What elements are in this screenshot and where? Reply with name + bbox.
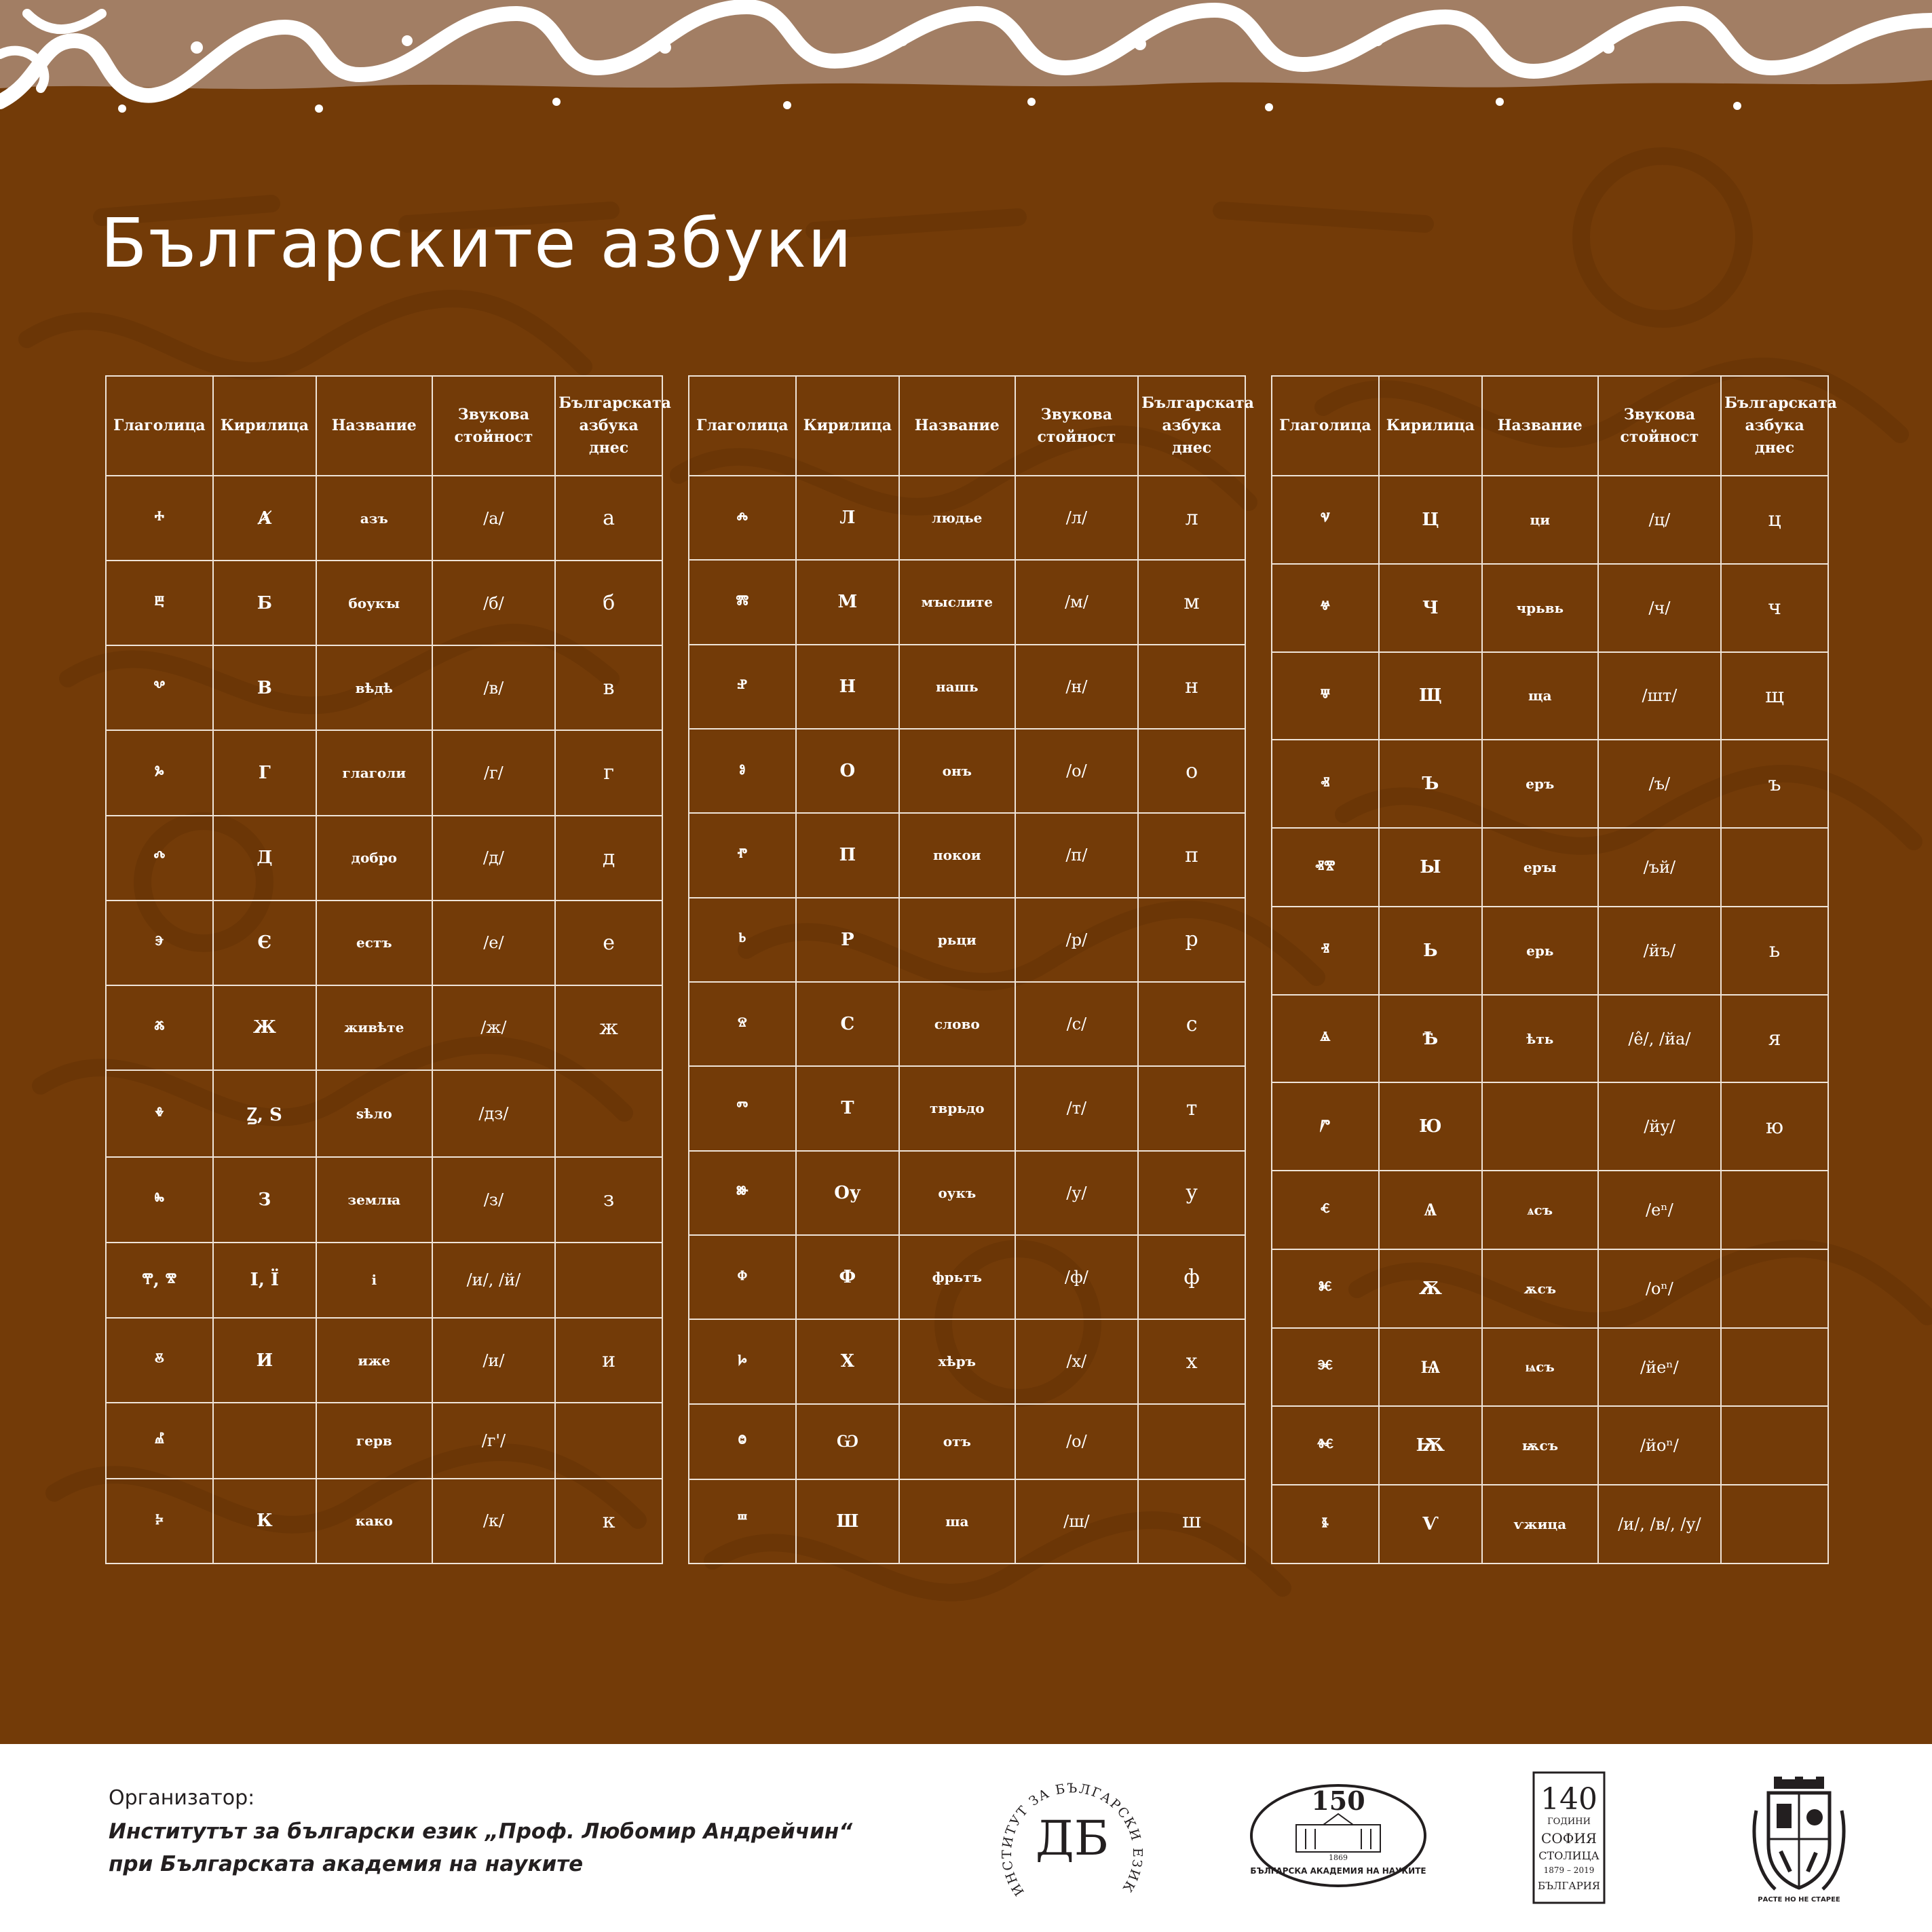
table-row bbox=[106, 645, 662, 730]
glagolitic-letter: ⱐ bbox=[1272, 907, 1379, 995]
table-row bbox=[689, 982, 1245, 1066]
table-row bbox=[689, 1319, 1245, 1403]
table-row bbox=[1272, 995, 1828, 1083]
sound-value: /м/ bbox=[1015, 560, 1139, 644]
column-header-glagolitic: Глаголица bbox=[1272, 376, 1379, 476]
table-row bbox=[106, 985, 662, 1070]
glagolitic-letter: ⱙ bbox=[1272, 1406, 1379, 1485]
sofia-number: 140 bbox=[1540, 1782, 1597, 1817]
table-row bbox=[106, 561, 662, 645]
column-header-sound: Звукова стойност bbox=[1015, 376, 1139, 476]
alphabet-table bbox=[1271, 375, 1837, 1564]
table-row bbox=[106, 901, 662, 985]
letter-name: добро bbox=[316, 816, 432, 901]
glagolitic-letter: ⱄ bbox=[689, 982, 796, 1066]
letter-name: ѣть bbox=[1482, 995, 1598, 1083]
column-header-modern: Българската азбука днес bbox=[555, 376, 662, 476]
sound-value: /б/ bbox=[432, 561, 556, 645]
glagolitic-letter: ⱇ bbox=[689, 1235, 796, 1319]
sound-value: /у/ bbox=[1015, 1151, 1139, 1235]
letter-name: ща bbox=[1482, 652, 1598, 740]
sound-value: /ъй/ bbox=[1598, 828, 1722, 907]
table-row bbox=[1272, 564, 1828, 652]
cyrillic-letter: П bbox=[796, 813, 899, 897]
column-header-name: Название bbox=[1482, 376, 1598, 476]
column-header-cyrillic: Кирилица bbox=[213, 376, 316, 476]
table-header-row bbox=[106, 376, 662, 476]
sound-value: /а/ bbox=[432, 476, 556, 561]
sound-value: /о/ bbox=[1015, 1404, 1139, 1479]
table-header-row bbox=[689, 376, 1245, 476]
glagolitic-letter: ⱃ bbox=[689, 898, 796, 982]
sound-value: /ê/, /йа/ bbox=[1598, 995, 1722, 1083]
glagolitic-letter: ⰸ bbox=[106, 1157, 213, 1242]
modern-letter: п bbox=[1138, 813, 1245, 897]
glagolitic-letter: ⱘ bbox=[1272, 1249, 1379, 1328]
modern-letter: б bbox=[555, 561, 662, 645]
glagolitic-letter: ⱗ bbox=[1272, 1328, 1379, 1407]
modern-letter bbox=[555, 1070, 662, 1158]
letter-name: онъ bbox=[899, 729, 1015, 813]
glagolitic-letter: ⱍ bbox=[1272, 564, 1379, 652]
modern-letter: т bbox=[1138, 1066, 1245, 1150]
modern-letter: з bbox=[555, 1157, 662, 1242]
letter-name: ѭсъ bbox=[1482, 1406, 1598, 1485]
modern-letter: д bbox=[555, 816, 662, 901]
sound-value: /ш/ bbox=[1015, 1479, 1139, 1564]
cyrillic-letter: Ц bbox=[1379, 476, 1482, 564]
letter-name: слово bbox=[899, 982, 1015, 1066]
modern-letter: е bbox=[555, 901, 662, 985]
cyrillic-letter: И bbox=[213, 1318, 316, 1403]
letter-name: ерꙑ bbox=[1482, 828, 1598, 907]
letter-name bbox=[1482, 1082, 1598, 1171]
sound-value: /ъ/ bbox=[1598, 740, 1722, 828]
table-row bbox=[689, 1479, 1245, 1564]
cyrillic-letter: Ж bbox=[213, 985, 316, 1070]
table-row bbox=[689, 476, 1245, 560]
letter-name: землꙗ bbox=[316, 1157, 432, 1242]
modern-letter bbox=[555, 1403, 662, 1479]
ornament-band bbox=[0, 0, 1932, 136]
glagolitic-letter: ⱀ bbox=[689, 645, 796, 729]
sound-value: /еⁿ/ bbox=[1598, 1171, 1722, 1249]
letter-name: живѣте bbox=[316, 985, 432, 1070]
cyrillic-letter: Б bbox=[213, 561, 316, 645]
cyrillic-letter: Ѭ bbox=[1379, 1406, 1482, 1485]
letter-name: рьци bbox=[899, 898, 1015, 982]
sound-value: /ф/ bbox=[1015, 1235, 1139, 1319]
cyrillic-letter: Ч bbox=[1379, 564, 1482, 652]
modern-letter: с bbox=[1138, 982, 1245, 1066]
glagolitic-letter: ⰴ bbox=[106, 816, 213, 901]
sound-value: /в/ bbox=[432, 645, 556, 730]
sofia-line: СОФИЯ bbox=[1541, 1830, 1597, 1846]
sound-value: /п/ bbox=[1015, 813, 1139, 897]
modern-letter: л bbox=[1138, 476, 1245, 560]
sofia-line: БЪЛГАРИЯ bbox=[1537, 1880, 1601, 1892]
modern-letter: к bbox=[555, 1479, 662, 1564]
table-row bbox=[106, 1243, 662, 1319]
modern-letter: х bbox=[1138, 1319, 1245, 1403]
sound-value: /е/ bbox=[432, 901, 556, 985]
letter-name: азъ bbox=[316, 476, 432, 561]
letter-name: отъ bbox=[899, 1404, 1015, 1479]
sound-value: /и/ bbox=[432, 1318, 556, 1403]
glagolitic-letter: ⰽ bbox=[106, 1479, 213, 1564]
glagolitic-letter: ⱋ bbox=[1272, 652, 1379, 740]
sofia-years: 1879 – 2019 bbox=[1543, 1865, 1595, 1875]
cyrillic-letter: Є bbox=[213, 901, 316, 985]
table-row bbox=[1272, 476, 1828, 564]
glagolitic-letter: ⱏⰺ bbox=[1272, 828, 1379, 907]
footer bbox=[0, 1744, 1932, 1932]
letter-name: фрьтъ bbox=[899, 1235, 1015, 1319]
column-header-modern: Българската азбука днес bbox=[1138, 376, 1245, 476]
cyrillic-letter bbox=[213, 1403, 316, 1479]
cyrillic-letter: Ѧ bbox=[1379, 1171, 1482, 1249]
alphabet-table bbox=[688, 375, 1254, 1564]
cyrillic-letter: Ѫ bbox=[1379, 1249, 1482, 1328]
modern-letter bbox=[1721, 1406, 1828, 1485]
cyrillic-letter: О bbox=[796, 729, 899, 813]
modern-letter: ч bbox=[1721, 564, 1828, 652]
letter-name: ша bbox=[899, 1479, 1015, 1564]
cyrillic-letter: Ю bbox=[1379, 1082, 1482, 1171]
cyrillic-letter: Ф bbox=[796, 1235, 899, 1319]
letter-name: ѩсъ bbox=[1482, 1328, 1598, 1407]
letter-name: иже bbox=[316, 1318, 432, 1403]
glagolitic-letter: ⰿ bbox=[689, 560, 796, 644]
cyrillic-letter: Ы bbox=[1379, 828, 1482, 907]
glagolitic-letter: ⱉ bbox=[689, 1404, 796, 1479]
table-row bbox=[106, 1157, 662, 1242]
cyrillic-letter: С bbox=[796, 982, 899, 1066]
cyrillic-letter: Ѡ bbox=[796, 1404, 899, 1479]
modern-letter bbox=[1721, 1249, 1828, 1328]
table-row bbox=[689, 729, 1245, 813]
table-row bbox=[689, 1404, 1245, 1479]
sound-value: /г'/ bbox=[432, 1403, 556, 1479]
cyrillic-letter: Ꙁ, Ѕ bbox=[213, 1070, 316, 1158]
sound-value: /г/ bbox=[432, 730, 556, 815]
letter-name: глаголи bbox=[316, 730, 432, 815]
glagolitic-letter: ⰶ bbox=[106, 985, 213, 1070]
table-row bbox=[689, 1151, 1245, 1235]
table-row bbox=[1272, 1082, 1828, 1171]
letter-name: покои bbox=[899, 813, 1015, 897]
cyrillic-letter: Оу bbox=[796, 1151, 899, 1235]
sound-value: /х/ bbox=[1015, 1319, 1139, 1403]
alphabet-table-2 bbox=[688, 375, 1254, 1564]
sofia-coat-of-arms bbox=[1748, 1777, 1850, 1906]
table-row bbox=[1272, 1406, 1828, 1485]
ibe-monogram: ДБ bbox=[1035, 1811, 1110, 1866]
column-header-name: Название bbox=[316, 376, 432, 476]
letter-name: чрьвь bbox=[1482, 564, 1598, 652]
table-row bbox=[1272, 828, 1828, 907]
table-row bbox=[106, 1318, 662, 1403]
glagolitic-letter: ⰲ bbox=[106, 645, 213, 730]
sound-value: /йеⁿ/ bbox=[1598, 1328, 1722, 1407]
glagolitic-letter: ⰷ bbox=[106, 1070, 213, 1158]
cyrillic-letter: Ѩ bbox=[1379, 1328, 1482, 1407]
sound-value: /о/ bbox=[1015, 729, 1139, 813]
cyrillic-letter: Ѣ bbox=[1379, 995, 1482, 1083]
table-row bbox=[1272, 907, 1828, 995]
cyrillic-letter: Л bbox=[796, 476, 899, 560]
letter-name: людье bbox=[899, 476, 1015, 560]
table-row bbox=[689, 560, 1245, 644]
sound-value: /т/ bbox=[1015, 1066, 1139, 1150]
letter-name: ѵжица bbox=[1482, 1485, 1598, 1564]
alphabet-table-1 bbox=[105, 375, 671, 1564]
glagolitic-letter: ⱏ bbox=[1272, 740, 1379, 828]
letter-name: еръ bbox=[1482, 740, 1598, 828]
alphabet-table bbox=[105, 375, 671, 1564]
table-row bbox=[106, 1403, 662, 1479]
modern-letter: в bbox=[555, 645, 662, 730]
modern-letter: ш bbox=[1138, 1479, 1245, 1564]
organizer-affiliation: при Българската академия на науките bbox=[109, 1852, 584, 1876]
letter-name: хѣръ bbox=[899, 1319, 1015, 1403]
cyrillic-letter: Р bbox=[796, 898, 899, 982]
cyrillic-letter: З bbox=[213, 1157, 316, 1242]
table-row bbox=[689, 645, 1245, 729]
sound-value: /ч/ bbox=[1598, 564, 1722, 652]
sofia-line: СТОЛИЦА bbox=[1538, 1849, 1599, 1862]
letter-name: ѧсъ bbox=[1482, 1171, 1598, 1249]
modern-letter bbox=[1721, 1171, 1828, 1249]
modern-letter bbox=[555, 1243, 662, 1319]
glagolitic-letter: ⰹ, ⰺ bbox=[106, 1243, 213, 1319]
sound-value: /д/ bbox=[432, 816, 556, 901]
sound-value: /шт/ bbox=[1598, 652, 1722, 740]
glagolitic-letter: ⱎ bbox=[689, 1479, 796, 1564]
modern-letter: у bbox=[1138, 1151, 1245, 1235]
modern-letter: н bbox=[1138, 645, 1245, 729]
modern-letter: ъ bbox=[1721, 740, 1828, 828]
table-row bbox=[106, 1479, 662, 1564]
sound-value: /и/, /й/ bbox=[432, 1243, 556, 1319]
sound-value: /оⁿ/ bbox=[1598, 1249, 1722, 1328]
table-row bbox=[689, 1066, 1245, 1150]
cyrillic-letter: Ь bbox=[1379, 907, 1482, 995]
ban-number: 150 bbox=[1311, 1785, 1365, 1816]
letter-name: герв bbox=[316, 1403, 432, 1479]
letter-name: ци bbox=[1482, 476, 1598, 564]
ban-year: 1869 bbox=[1329, 1853, 1348, 1862]
glagolitic-letter: ⰾ bbox=[689, 476, 796, 560]
alphabet-table-3 bbox=[1271, 375, 1837, 1564]
cyrillic-letter: Ѵ bbox=[1379, 1485, 1482, 1564]
modern-letter: о bbox=[1138, 729, 1245, 813]
modern-letter: а bbox=[555, 476, 662, 561]
cyrillic-letter: Щ bbox=[1379, 652, 1482, 740]
column-header-sound: Звукова стойност bbox=[1598, 376, 1722, 476]
modern-letter bbox=[1721, 1328, 1828, 1407]
ibe-logo bbox=[998, 1763, 1147, 1912]
glagolitic-letter: ⱓ bbox=[1272, 1082, 1379, 1171]
sofia-logo bbox=[1531, 1770, 1607, 1906]
glagolitic-letter: ⱈ bbox=[689, 1319, 796, 1403]
modern-letter bbox=[1721, 828, 1828, 907]
modern-letter: ф bbox=[1138, 1235, 1245, 1319]
letter-name: ерь bbox=[1482, 907, 1598, 995]
modern-letter: я bbox=[1721, 995, 1828, 1083]
letter-name: нашь bbox=[899, 645, 1015, 729]
cyrillic-letter: Г bbox=[213, 730, 316, 815]
sound-value: /з/ bbox=[432, 1157, 556, 1242]
sound-value: /к/ bbox=[432, 1479, 556, 1564]
cyrillic-letter: Н bbox=[796, 645, 899, 729]
letter-name: естъ bbox=[316, 901, 432, 985]
letter-name: оукъ bbox=[899, 1151, 1015, 1235]
glagolitic-letter: ⰰ bbox=[106, 476, 213, 561]
sound-value: /ж/ bbox=[432, 985, 556, 1070]
cyrillic-letter: К bbox=[213, 1479, 316, 1564]
table-row bbox=[1272, 1485, 1828, 1564]
letter-name: і bbox=[316, 1243, 432, 1319]
table-row bbox=[106, 816, 662, 901]
table-row bbox=[106, 1070, 662, 1158]
page-title: Българските азбуки bbox=[100, 204, 854, 283]
cyrillic-letter: В bbox=[213, 645, 316, 730]
cyrillic-letter: Ъ bbox=[1379, 740, 1482, 828]
letter-name: боукꙑ bbox=[316, 561, 432, 645]
modern-letter: ю bbox=[1721, 1082, 1828, 1171]
sound-value: /йоⁿ/ bbox=[1598, 1406, 1722, 1485]
cyrillic-letter: Х bbox=[796, 1319, 899, 1403]
sound-value: /р/ bbox=[1015, 898, 1139, 982]
table-header-row bbox=[1272, 376, 1828, 476]
cyrillic-letter: Ш bbox=[796, 1479, 899, 1564]
column-header-cyrillic: Кирилица bbox=[1379, 376, 1482, 476]
sound-value: /и/, /в/, /у/ bbox=[1598, 1485, 1722, 1564]
modern-letter: и bbox=[555, 1318, 662, 1403]
modern-letter: ь bbox=[1721, 907, 1828, 995]
glagolitic-letter: ⱅ bbox=[689, 1066, 796, 1150]
glagolitic-letter: ⱆ bbox=[689, 1151, 796, 1235]
column-header-sound: Звукова стойност bbox=[432, 376, 556, 476]
column-header-glagolitic: Глаголица bbox=[106, 376, 213, 476]
modern-letter: ж bbox=[555, 985, 662, 1070]
cyrillic-letter: Т bbox=[796, 1066, 899, 1150]
organizer-name: Институтът за български език „Проф. Любомир Андрейчин“ bbox=[109, 1819, 853, 1844]
table-row bbox=[1272, 1249, 1828, 1328]
glagolitic-letter: ⱁ bbox=[689, 729, 796, 813]
column-header-name: Название bbox=[899, 376, 1015, 476]
cyrillic-letter: І, Ї bbox=[213, 1243, 316, 1319]
modern-letter bbox=[1721, 1485, 1828, 1564]
cyrillic-letter: Ⱥ bbox=[213, 476, 316, 561]
sofia-line: ГОДИНИ bbox=[1547, 1817, 1591, 1827]
ban-logo bbox=[1249, 1781, 1428, 1890]
modern-letter: м bbox=[1138, 560, 1245, 644]
glagolitic-letter: ⱌ bbox=[1272, 476, 1379, 564]
glagolitic-letter: ⰳ bbox=[106, 730, 213, 815]
table-row bbox=[1272, 740, 1828, 828]
letter-name: ѫсъ bbox=[1482, 1249, 1598, 1328]
sound-value: /л/ bbox=[1015, 476, 1139, 560]
modern-letter: ц bbox=[1721, 476, 1828, 564]
table-row bbox=[689, 898, 1245, 982]
cyrillic-letter: Д bbox=[213, 816, 316, 901]
glagolitic-letter: ⱔ bbox=[1272, 1171, 1379, 1249]
letter-name: како bbox=[316, 1479, 432, 1564]
ban-text: БЪЛГАРСКА АКАДЕМИЯ НА НАУКИТЕ bbox=[1250, 1866, 1426, 1876]
glagolitic-letter: ⱑ bbox=[1272, 995, 1379, 1083]
glagolitic-letter: ⰻ bbox=[106, 1318, 213, 1403]
table-row bbox=[1272, 1171, 1828, 1249]
table-row bbox=[1272, 1328, 1828, 1407]
table-row bbox=[689, 1235, 1245, 1319]
cyrillic-letter: М bbox=[796, 560, 899, 644]
coat-motto: РАСТЕ НО НЕ СТАРЕЕ bbox=[1758, 1896, 1840, 1903]
table-row bbox=[1272, 652, 1828, 740]
table-row bbox=[106, 730, 662, 815]
organizer-label: Организатор: bbox=[109, 1786, 255, 1810]
column-header-modern: Българската азбука днес bbox=[1721, 376, 1828, 476]
modern-letter: г bbox=[555, 730, 662, 815]
glagolitic-letter: ⱂ bbox=[689, 813, 796, 897]
column-header-glagolitic: Глаголица bbox=[689, 376, 796, 476]
glagolitic-letter: ⰵ bbox=[106, 901, 213, 985]
sound-value: /с/ bbox=[1015, 982, 1139, 1066]
letter-name: мꙑслите bbox=[899, 560, 1015, 644]
ibe-logo-text: ИНСТИТУТ ЗА БЪЛГАРСКИ ЕЗИК bbox=[999, 1781, 1145, 1899]
sound-value: /дз/ bbox=[432, 1070, 556, 1158]
glagolitic-letter: ⰼ bbox=[106, 1403, 213, 1479]
modern-letter: р bbox=[1138, 898, 1245, 982]
column-header-cyrillic: Кирилица bbox=[796, 376, 899, 476]
sound-value: /ц/ bbox=[1598, 476, 1722, 564]
sound-value: /йу/ bbox=[1598, 1082, 1722, 1171]
letter-name: вѣдѣ bbox=[316, 645, 432, 730]
sound-value: /н/ bbox=[1015, 645, 1139, 729]
sound-value: /йъ/ bbox=[1598, 907, 1722, 995]
modern-letter bbox=[1138, 1404, 1245, 1479]
glagolitic-letter: ⰱ bbox=[106, 561, 213, 645]
table-row bbox=[689, 813, 1245, 897]
modern-letter: щ bbox=[1721, 652, 1828, 740]
glagolitic-letter: ⱛ bbox=[1272, 1485, 1379, 1564]
table-row bbox=[106, 476, 662, 561]
letter-name: тврьдо bbox=[899, 1066, 1015, 1150]
letter-name: ѕѣло bbox=[316, 1070, 432, 1158]
organizer-block bbox=[109, 1786, 852, 1884]
